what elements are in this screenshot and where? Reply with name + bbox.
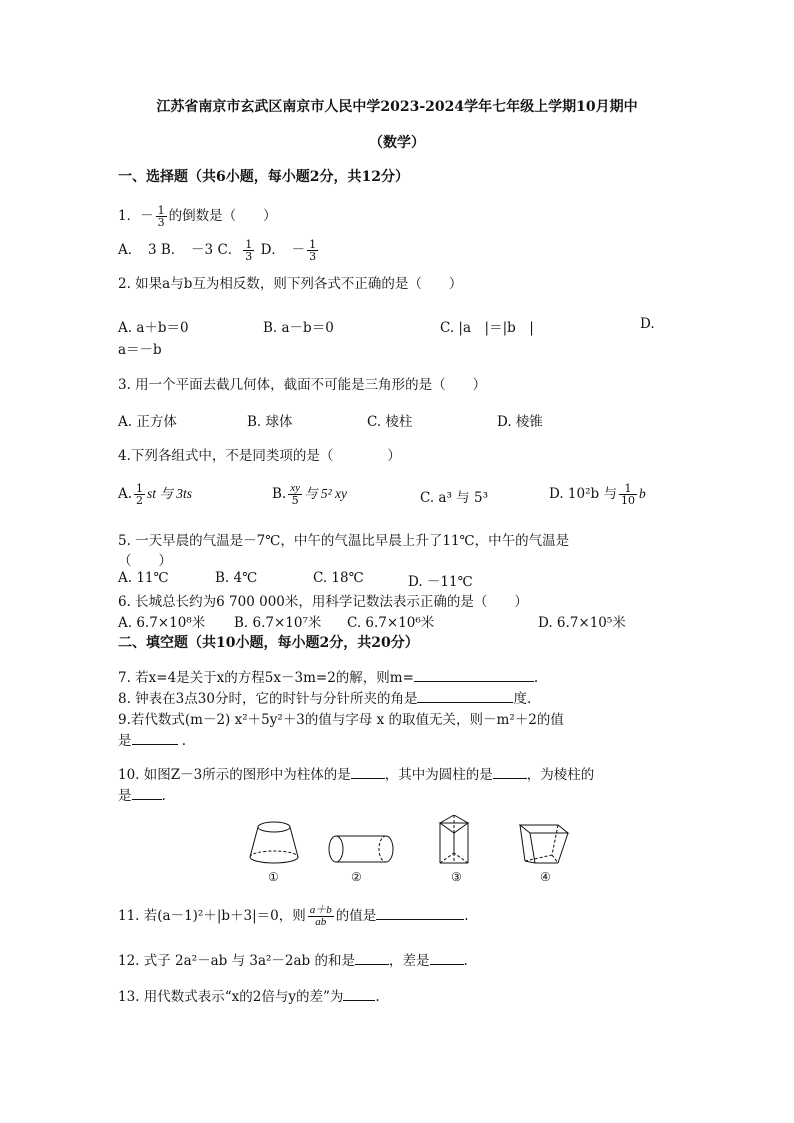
q8-answer-blank[interactable] (417, 690, 513, 703)
q11-answer-blank[interactable] (376, 907, 464, 920)
question-11 (118, 904, 469, 928)
q1c-num: 1 (245, 238, 253, 251)
q9-text2: 是 (118, 733, 132, 749)
figure-label-4: ④ (540, 870, 551, 884)
q1-option-b: B． －3 (160, 242, 214, 258)
q12-blank-1[interactable] (355, 952, 389, 965)
q4d-den: 10 (620, 494, 635, 507)
q11-text: 11. 若(a－1)²＋|b＋3|＝0，则 (118, 908, 306, 924)
q8-text: 8. 钟表在3点30分时，它的时针与分针所夹的角是 (118, 691, 418, 707)
q1c-den: 3 (245, 250, 253, 263)
q5-option-d: D. －11℃ (408, 574, 473, 590)
question-9: 9.若代数式(m－2) x²＋5y²＋3的值与字母 x 的取值无关，则－m²＋2的值 (118, 712, 564, 728)
q4b-label: B. (272, 486, 287, 502)
q7-end: . (533, 670, 539, 686)
question-12 (118, 949, 468, 969)
q12-blank-2[interactable] (430, 952, 464, 965)
figure-label-2: ② (351, 870, 362, 884)
q4a-den: 2 (136, 494, 144, 507)
q13-answer-blank[interactable] (343, 988, 375, 1001)
q4b-text: 与 5² xy (303, 486, 348, 501)
q5-option-b: B. 4℃ (215, 570, 258, 586)
q1-denominator: 3 (157, 216, 165, 229)
question-5-paren: （ ） (118, 553, 172, 569)
question-10-line2 (118, 784, 166, 804)
figure-label-3: ③ (451, 870, 462, 884)
question-4: 4.下列各组式中，不是同类项的是（ ） (118, 448, 401, 464)
q4d-num: 1 (619, 483, 637, 495)
triangular-prism-figure (440, 815, 468, 863)
q10-blank-1[interactable] (351, 766, 385, 779)
q11-text-mid: 的值是 (335, 908, 377, 924)
q1-neg: － (140, 208, 154, 224)
q3-option-a: A. 正方体 (118, 414, 177, 430)
question-1-options (118, 238, 320, 262)
q4-option-b (272, 482, 347, 506)
q3-option-c: C. 棱柱 (367, 414, 413, 430)
q10-text-mid2: ，为棱柱的 (526, 767, 595, 783)
q1-numerator: 1 (157, 204, 165, 217)
question-5: 5. 一天早晨的气温是－7℃，中午的气温比早晨上升了11℃，中午的气温是 (118, 533, 570, 549)
q11-denominator: ab (315, 916, 327, 928)
section-2-heading: 二、填空题（共10小题，每小题2分，共20分） (118, 635, 419, 651)
q10-blank-3[interactable] (132, 787, 162, 800)
q1-text: 的倒数是（ ） (168, 208, 277, 224)
section-1-heading: 一、选择题（共6小题，每小题2分，共12分） (118, 169, 409, 185)
q10-text: 10. 如图Z－3所示的图形中为柱体的是 (118, 767, 351, 783)
q4d-text: b (638, 486, 646, 501)
q4b-num: xy (290, 482, 300, 494)
q5-option-c: C. 18℃ (313, 570, 364, 586)
q1-option-c-fraction (243, 239, 254, 262)
q2-option-d-text: a＝－b (118, 342, 162, 358)
q2-option-d: D. (640, 316, 655, 332)
q12-text-mid: ，差是 (389, 953, 430, 969)
q6-option-c: C. 6.7×10⁶米 (347, 615, 435, 631)
q4-option-a (118, 482, 192, 506)
q6-option-a: A. 6.7×10⁸米 (118, 615, 206, 631)
q7-text: 7. 若x=4是关于x的方程5x－3m=2的解，则m= (118, 670, 414, 686)
q6-option-d: D. 6.7×10⁵米 (538, 615, 626, 631)
exam-subtitle: （数学） (369, 135, 425, 151)
q10-end: . (161, 788, 166, 804)
q1d-num: 1 (309, 238, 317, 251)
question-9-line2 (118, 729, 186, 749)
question-8 (118, 687, 531, 707)
q3-option-d: D. 棱锥 (497, 414, 543, 430)
q1-number: 1． (118, 208, 141, 224)
q5-option-a: A. 11℃ (118, 570, 169, 586)
q6-option-b: B. 6.7×10⁷米 (234, 615, 322, 631)
q10-text2: 是 (118, 788, 132, 804)
prism-frustum-figure (520, 825, 568, 863)
question-7 (118, 666, 538, 686)
q4a-num: 1 (136, 482, 144, 495)
q4b-den: 5 (291, 494, 299, 507)
q4a-label: A. (118, 486, 133, 502)
q4-option-d (549, 482, 646, 506)
q1-option-d: D． － (260, 242, 306, 258)
q3-option-b: B. 球体 (247, 414, 293, 430)
q4a-text: st 与 3ts (147, 486, 193, 501)
q11-numerator: a＋b (309, 904, 332, 916)
q2-option-b: B. a－b＝0 (263, 320, 334, 336)
q8-end: 度. (513, 691, 532, 707)
q1d-den: 3 (309, 250, 317, 263)
q4-option-c: C. a³ 与 5³ (420, 490, 488, 506)
q2-option-c: C. |a |＝|b | (440, 320, 534, 336)
geometry-figures (240, 815, 570, 890)
q10-blank-2[interactable] (493, 766, 527, 779)
q11-end: . (464, 908, 469, 924)
q1-fraction (156, 205, 167, 228)
q10-text-mid1: ，其中为圆柱的是 (384, 767, 493, 783)
q4a-fraction (134, 483, 145, 506)
q4d-fraction (619, 483, 637, 506)
q7-answer-blank[interactable] (414, 669, 534, 682)
question-3: 3. 用一个平面去截几何体，截面不可能是三角形的是（ ） (118, 377, 487, 393)
question-1 (118, 204, 277, 228)
q9-answer-blank[interactable] (132, 732, 178, 745)
question-13 (118, 985, 380, 1005)
q13-end: . (375, 989, 380, 1005)
q4d-label: D. 10²b 与 (549, 486, 617, 502)
q1-option-a: A． 3 (118, 242, 157, 258)
question-2: 2. 如果a与b互为相反数，则下列各式不正确的是（ ） (118, 276, 463, 292)
question-10 (118, 763, 594, 783)
q1-option-c: C． (217, 242, 242, 258)
q11-fraction (308, 905, 334, 928)
q13-text: 13. 用代数式表示“x的2倍与y的差”为 (118, 989, 344, 1005)
question-6: 6. 长城总长约为6 700 000米，用科学记数法表示正确的是（ ） (118, 594, 528, 610)
figure-label-1: ① (268, 870, 279, 884)
cylinder-figure (329, 836, 393, 862)
q2-option-a: A. a＋b＝0 (118, 320, 189, 336)
q12-end: . (463, 953, 468, 969)
q9-end: . (181, 733, 187, 749)
q12-text: 12. 式子 2a²－ab 与 3a²－2ab 的和是 (118, 953, 355, 969)
q1-option-d-fraction (307, 239, 318, 262)
q4b-fraction (288, 483, 302, 506)
exam-title: 江苏省南京市玄武区南京市人民中学2023-2024学年七年级上学期10月期中 (156, 99, 638, 115)
frustum-figure (250, 822, 298, 863)
